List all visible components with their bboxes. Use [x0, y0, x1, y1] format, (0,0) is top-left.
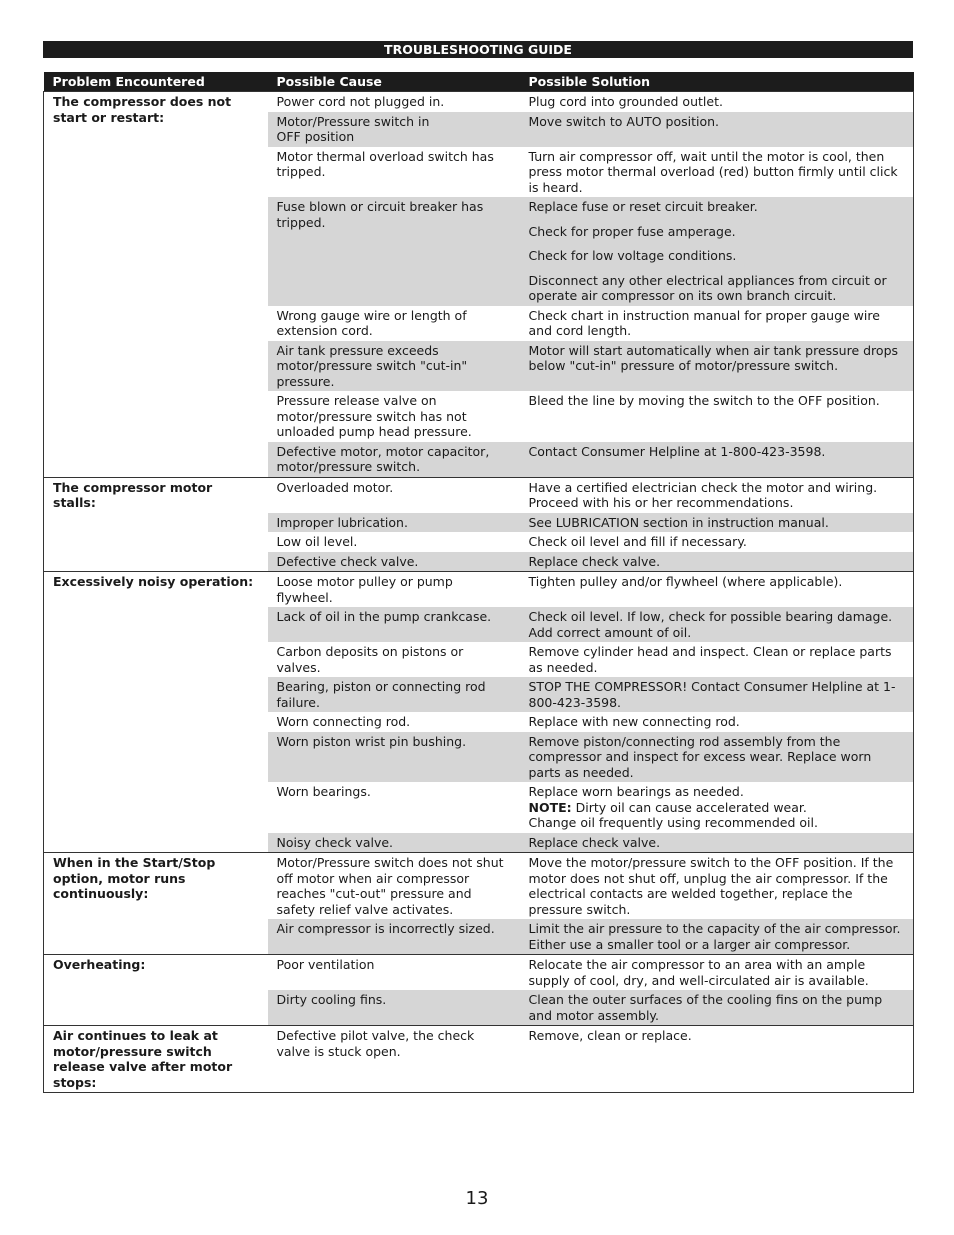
cause-text: Air compressor is incorrectly sized. — [276, 921, 495, 936]
solution-text: Remove, clean or replace. — [528, 1028, 692, 1043]
solution-cell — [520, 732, 914, 783]
solution-text: Bleed the line by moving the switch to the OFF position. — [528, 393, 880, 408]
table-row — [44, 853, 914, 920]
cause-text: Poor ventilation — [276, 957, 375, 972]
cause-cell — [268, 92, 520, 112]
table-row — [44, 572, 914, 608]
solution-cell — [520, 782, 914, 833]
solution-text: STOP THE COMPRESSOR! Contact Consumer Helpline at 1-800-423-3598. — [528, 679, 896, 710]
cause-text: Worn connecting rod. — [276, 714, 411, 729]
solution-text: Remove cylinder head and inspect. Clean or replace parts as needed. — [528, 644, 892, 675]
solution-text: See LUBRICATION section in instruction manual. — [528, 514, 829, 530]
solution-text: Contact Consumer Helpline at 1-800-423-3598. — [528, 443, 826, 459]
solution-text: Replace fuse or reset circuit breaker. — [528, 199, 758, 214]
note-label: NOTE: — [528, 799, 572, 815]
cause-text: Pressure release valve on motor/pressure switch has not unloaded pump head pressure. — [276, 393, 472, 439]
solution-text: Check oil level and fill if necessary. — [528, 534, 747, 549]
cause-text: Dirty cooling fins. — [276, 992, 387, 1007]
problem-cell: Air continues to leak at motor/pressure switch release valve after motor stops: — [44, 1026, 268, 1093]
cause-cell — [268, 477, 520, 513]
solution-text: Remove piston/connecting rod assembly from the compressor and inspect for excess wear. Replace worn parts as needed. — [528, 733, 872, 780]
table-row — [44, 92, 914, 112]
solution-cell — [520, 833, 914, 853]
header-solution: Possible Solution — [520, 72, 914, 92]
solution-text: Replace worn bearings as needed. — [528, 784, 744, 799]
cause-cell — [268, 341, 520, 392]
cause-text: Defective motor, motor capacitor, motor/pressure switch. — [276, 443, 490, 474]
solution-cell — [520, 919, 914, 955]
solution-text: Replace check valve. — [528, 553, 661, 569]
solution-cell — [520, 642, 914, 677]
header-problem: Problem Encountered — [44, 72, 268, 92]
cause-text: Fuse blown or circuit breaker has tripped. — [276, 199, 484, 230]
cause-cell — [268, 112, 520, 147]
cause-cell — [268, 677, 520, 712]
cause-cell — [268, 955, 520, 991]
solution-cell — [520, 477, 914, 513]
solution-note — [529, 800, 905, 816]
solution-cell — [520, 712, 914, 732]
cause-cell — [268, 712, 520, 732]
cause-cell — [268, 197, 520, 306]
solution-cell — [520, 552, 914, 572]
cause-text: Overloaded motor. — [276, 479, 394, 495]
solution-cell — [520, 442, 914, 478]
cause-text: Air tank pressure exceeds motor/pressure switch "cut-in" pressure. — [276, 342, 468, 389]
cause-text: Lack of oil in the pump crankcase. — [276, 609, 492, 624]
cause-text: Worn bearings. — [276, 784, 371, 799]
cause-cell — [268, 442, 520, 478]
solution-cell — [520, 853, 914, 920]
solution-text: Relocate the air compressor to an area with an ample supply of cool, dry, and well-circulated air is available. — [528, 957, 869, 988]
solution-cell — [520, 513, 914, 533]
solution-cell — [520, 1026, 914, 1093]
problem-cell: The compressor motor stalls: — [44, 477, 268, 572]
solution-text: Disconnect any other electrical appliances from circuit or operate air compressor on its own branch circuit. — [528, 272, 887, 303]
solution-cell — [520, 572, 914, 608]
cause-cell — [268, 147, 520, 198]
note-text: Dirty oil can cause accelerated wear. — [571, 799, 807, 815]
solution-text: Clean the outer surfaces of the cooling fins on the pump and motor assembly. — [528, 992, 883, 1023]
table-header-row — [44, 72, 914, 92]
solution-text: Replace check valve. — [528, 834, 661, 850]
solution-cell — [520, 197, 914, 306]
guide-title: TROUBLESHOOTING GUIDE — [43, 41, 913, 58]
solution-cell — [520, 147, 914, 198]
cause-cell — [268, 732, 520, 783]
cause-cell — [268, 513, 520, 533]
cause-cell — [268, 306, 520, 341]
cause-text: Motor/Pressure switch does not shut off motor when air compressor reaches "cut-out" pressure and safety relief valve activates. — [276, 855, 504, 917]
solution-cell — [520, 532, 914, 552]
solution-text: Check chart in instruction manual for proper gauge wire and cord length. — [528, 307, 880, 338]
solution-cell — [520, 341, 914, 392]
solution-cell — [520, 112, 914, 147]
solution-cell — [520, 677, 914, 712]
cause-cell — [268, 572, 520, 608]
solution-text: Motor will start automatically when air tank pressure drops below "cut-in" pressure of motor/pressure switch. — [528, 342, 899, 373]
cause-cell — [268, 532, 520, 552]
table-row — [44, 477, 914, 513]
cause-text: Low oil level. — [276, 534, 358, 549]
solution-extra: Change oil frequently using recommended oil. — [528, 815, 818, 830]
cause-cell — [268, 990, 520, 1026]
solution-text: Move the motor/pressure switch to the OFF position. If the motor does not shut off, unplug the air compressor. If the electrical contacts are welded together, replace the pressure switch. — [528, 855, 894, 917]
solution-cell — [520, 306, 914, 341]
cause-cell — [268, 607, 520, 642]
solution-text: Check for low voltage conditions. — [528, 248, 737, 263]
problem-cell: Overheating: — [44, 955, 268, 1026]
table-body — [44, 92, 914, 1093]
cause-text: Motor/Pressure switch in — [276, 113, 430, 129]
cause-cell — [268, 391, 520, 442]
cause-text: Worn piston wrist pin bushing. — [276, 733, 467, 749]
cause-text: Bearing, piston or connecting rod failure. — [276, 679, 486, 710]
solution-cell — [520, 92, 914, 112]
cause-cell — [268, 853, 520, 920]
troubleshooting-table — [43, 72, 914, 1093]
solution-text: Plug cord into grounded outlet. — [528, 94, 723, 109]
cause-text: OFF position — [276, 129, 355, 144]
solution-text: Limit the air pressure to the capacity of the air compressor. Either use a smaller tool or a larger air compressor. — [528, 921, 901, 952]
header-cause: Possible Cause — [268, 72, 520, 92]
solution-cell — [520, 990, 914, 1026]
cause-text: Carbon deposits on pistons or valves. — [276, 644, 464, 675]
solution-text: Check for proper fuse amperage. — [528, 223, 736, 239]
cause-text: Wrong gauge wire or length of extension cord. — [276, 307, 467, 338]
cause-cell — [268, 782, 520, 833]
cause-text: Power cord not plugged in. — [276, 94, 445, 109]
cause-cell — [268, 833, 520, 853]
problem-cell: When in the Start/Stop option, motor runs continuously: — [44, 853, 268, 955]
cause-cell — [268, 919, 520, 955]
solution-text: Replace with new connecting rod. — [528, 714, 740, 729]
cause-text: Defective pilot valve, the check valve is stuck open. — [276, 1028, 475, 1059]
cause-cell — [268, 642, 520, 677]
problem-cell: The compressor does not start or restart: — [44, 92, 268, 478]
problem-cell: Excessively noisy operation: — [44, 572, 268, 853]
cause-cell — [268, 1026, 520, 1093]
cause-cell — [268, 552, 520, 572]
cause-text: Loose motor pulley or pump flywheel. — [276, 574, 453, 605]
page-number: 13 — [465, 1188, 489, 1209]
solution-text: Have a certified electrician check the motor and wiring. Proceed with his or her recommendations. — [528, 479, 878, 510]
solution-cell — [520, 607, 914, 642]
table-row — [44, 1026, 914, 1093]
cause-text: Improper lubrication. — [276, 514, 408, 530]
solution-cell — [520, 391, 914, 442]
solution-text: Turn air compressor off, wait until the motor is cool, then press motor thermal overload (red) button firmly until click is heard. — [528, 148, 898, 195]
solution-text: Move switch to AUTO position. — [528, 113, 720, 129]
solution-text: Tighten pulley and/or flywheel (where applicable). — [528, 574, 843, 589]
solution-text: Check oil level. If low, check for possible bearing damage. Add correct amount of oil. — [528, 609, 893, 640]
cause-text: Motor thermal overload switch has tripped. — [276, 148, 494, 179]
solution-cell — [520, 955, 914, 991]
table-row — [44, 955, 914, 991]
cause-text: Defective check valve. — [276, 553, 419, 569]
cause-text: Noisy check valve. — [276, 834, 394, 850]
